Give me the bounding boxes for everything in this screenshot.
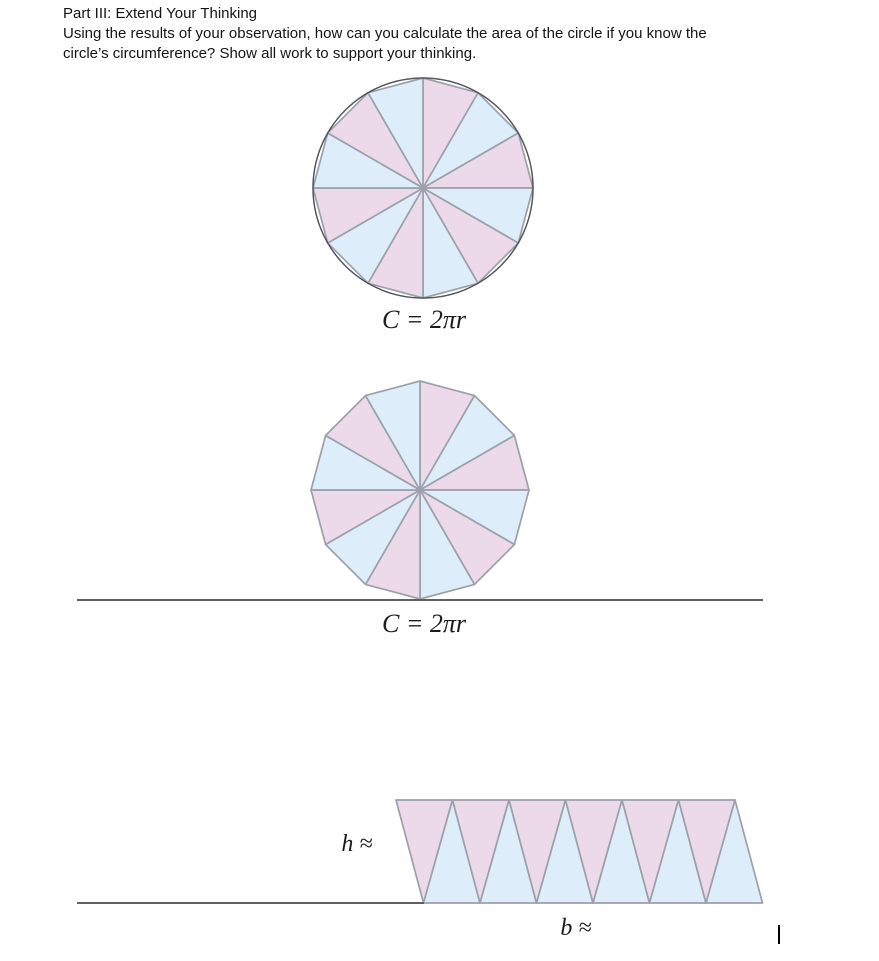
- dodecagon-figure-caption: C = 2πr: [381, 609, 467, 638]
- instruction-line-2: circle’s circumference? Show all work to support your thinking.: [63, 45, 477, 62]
- circle-sectors-figure: [309, 74, 537, 302]
- circle-figure-caption: C = 2πr: [381, 305, 467, 334]
- height-label: h ≈: [341, 831, 373, 857]
- text-cursor: [778, 925, 780, 944]
- instruction-line-1: Using the results of your observation, how can you calculate the area of the circle if you know the: [63, 25, 707, 42]
- page-title: Part III: Extend Your Thinking: [63, 5, 258, 22]
- horizontal-rule-under-dodecagon: [77, 599, 763, 601]
- horizontal-rule-under-strip: [77, 902, 424, 904]
- triangle-strip-figure: [394, 798, 766, 905]
- worksheet-text: [63, 4, 833, 64]
- dodecagon-figure: [308, 378, 532, 602]
- base-label: b ≈: [560, 915, 592, 941]
